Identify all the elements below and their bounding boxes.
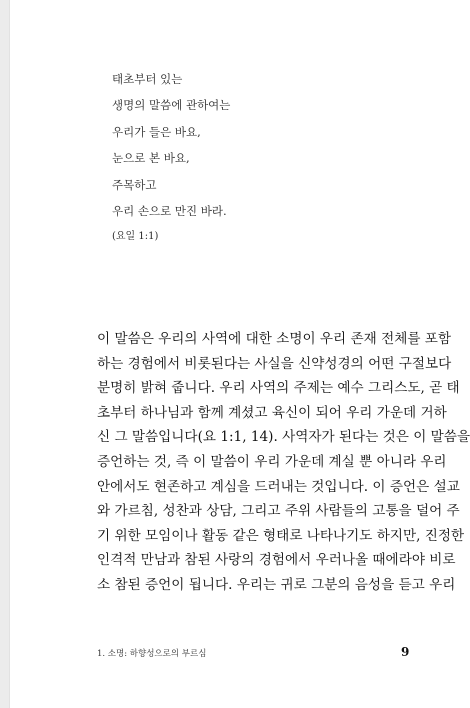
body-line: 소 참된 증언이 됩니다. 우리는 귀로 그분의 음성을 듣고 우리 [97, 576, 456, 593]
epigraph-citation: (요일 1:1) [112, 231, 159, 243]
page-number: 9 [401, 645, 410, 659]
body-line: 증언하는 것, 즉 이 말씀이 우리 가운데 계실 뿐 아니라 우리 [97, 453, 447, 470]
epigraph-line: 눈으로 본 바요, [112, 151, 190, 166]
epigraph-line: 주목하고 [112, 177, 157, 192]
page-left-edge [0, 0, 10, 708]
body-line: 이 말씀은 우리의 사역에 대한 소명이 우리 존재 전체를 포함 [97, 331, 452, 347]
epigraph-line: 태초부터 있는 [112, 72, 183, 86]
body-line: 와 가르침, 성찬과 상담, 그리고 주위 사람들의 고통을 덜어 주 [97, 503, 460, 520]
body-line: 기 위한 모임이나 활동 같은 형태로 나타나기도 하지만, 진정한 [97, 527, 465, 544]
body-paragraph [97, 327, 470, 598]
body-line: 하는 경험에서 비롯된다는 사실을 신약성경의 어떤 구절보다 [97, 355, 452, 372]
body-line: 인격적 만남과 참된 사랑의 경험에서 우러나올 때에라야 비로 [97, 552, 456, 569]
running-footer-title: 1. 소명: 하향성으로의 부르심 [97, 649, 207, 659]
epigraph-line: 우리 손으로 만진 바라. [112, 203, 227, 218]
body-line: 초부터 하나님과 함께 계셨고 육신이 되어 우리 가운데 거하 [97, 404, 447, 421]
body-line: 분명히 밝혀 줍니다. 우리 사역의 주제는 예수 그리스도, 곧 태 [97, 380, 460, 397]
epigraph-line: 우리가 들은 바요, [112, 124, 201, 139]
body-line: 신 그 말씀입니다(요 1:1, 14). 사역자가 된다는 것은 이 말씀을 [97, 429, 470, 446]
epigraph-line: 생명의 말씀에 관하여는 [112, 98, 231, 113]
body-line: 안에서도 현존하고 계심을 드러내는 것입니다. 이 증언은 설교 [97, 478, 460, 495]
epigraph [112, 66, 412, 251]
